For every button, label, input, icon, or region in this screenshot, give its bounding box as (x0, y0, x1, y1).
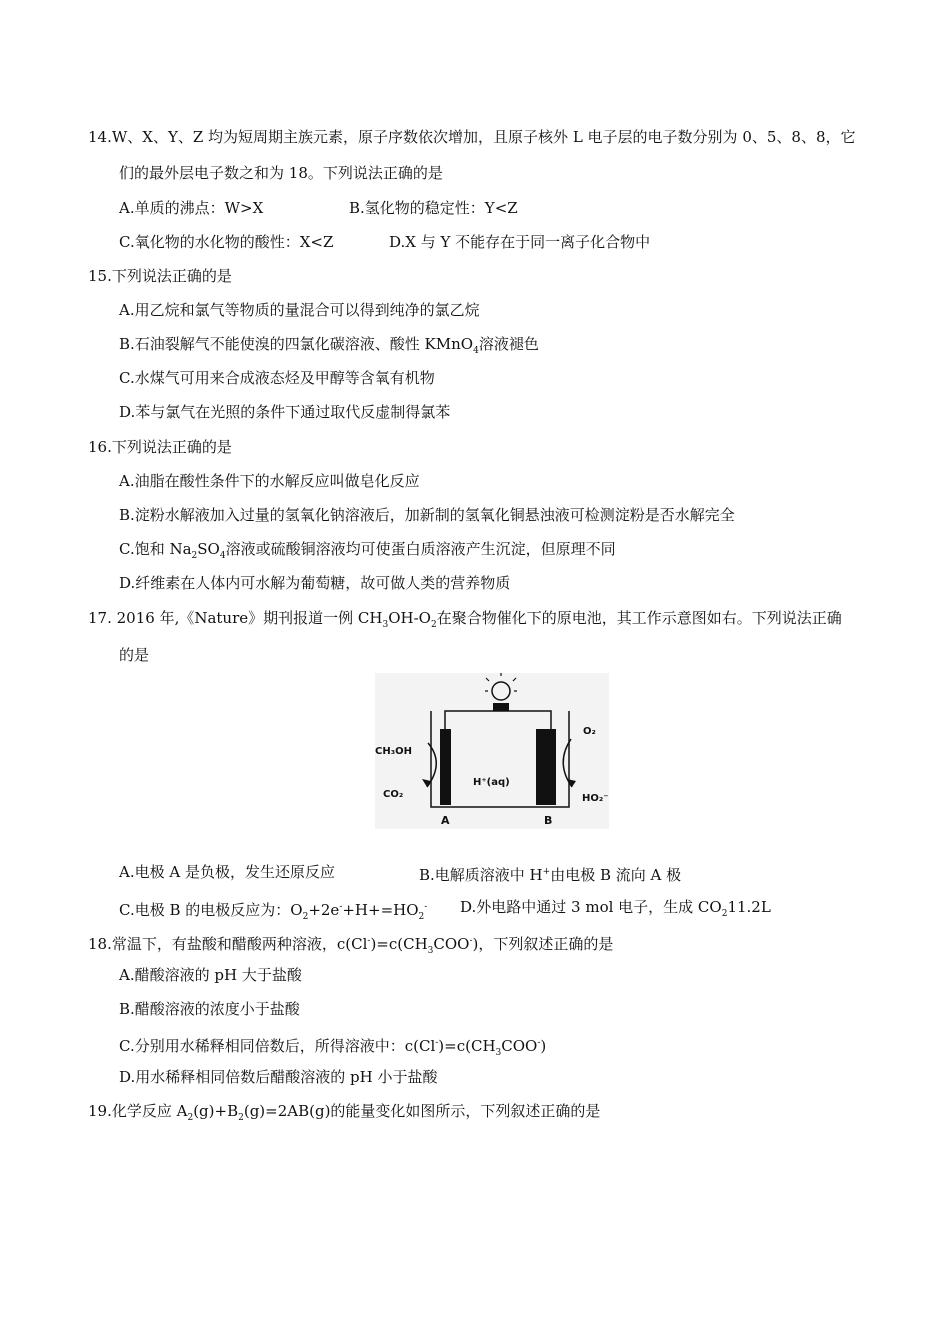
q14-option-c: C.氧化物的水化物的酸性：X<Z (119, 233, 334, 251)
q17-stem-line2: 的是 (119, 646, 150, 664)
label-ch3oh: CH₃OH (375, 746, 412, 757)
q19-stem-text2: (g)+B (193, 1102, 239, 1120)
q17-c-text: C.电极 B 的电极反应为：O (119, 901, 303, 919)
label-electrode-a: A (441, 814, 450, 827)
q17-d-sub: 2 (721, 909, 728, 919)
q17-b-text: B.电解质溶液中 H (419, 866, 543, 884)
q16-c-sub2: 4 (219, 551, 226, 561)
q19-stem-text3: (g)=2AB(g)的能量变化如图所示，下列叙述正确的是 (243, 1102, 601, 1120)
q15-b-text2: 溶液褪色 (478, 335, 539, 353)
q17-d-text2: 11.2L (727, 898, 771, 916)
q19-stem-sub1: 2 (187, 1113, 194, 1123)
q14-option-b: B.氢化物的稳定性：Y<Z (349, 199, 518, 217)
q17-stem-text2: OH-O (388, 609, 431, 627)
q17-b-text2: 由电极 B 流向 A 极 (550, 866, 682, 884)
q18-stem-text: 18.常温下，有盐酸和醋酸两种溶液，c(Cl (88, 935, 368, 953)
label-ho2: HO₂⁻ (582, 793, 609, 804)
q15-b-sub: 4 (473, 346, 479, 356)
q17-stem-line1 (88, 608, 842, 635)
q14-stem-line2: 们的最外层电子数之和为 18。下列说法正确的是 (119, 164, 443, 182)
q17-c-sup2: - (424, 902, 428, 912)
q18-c-sup2: - (537, 1038, 541, 1048)
q19-stem-text: 19.化学反应 A (88, 1102, 188, 1120)
label-electrode-b: B (544, 814, 553, 827)
q16-c-text3: 溶液或硫酸铜溶液均可使蛋白质溶液产生沉淀，但原理不同 (225, 540, 616, 558)
q18-option-c (119, 1033, 546, 1063)
q15-option-a: A.用乙烷和氯气等物质的量混合可以得到纯净的氯乙烷 (119, 301, 480, 319)
q16-stem: 16.下列说法正确的是 (88, 438, 232, 456)
q15-option-c: C.水煤气可用来合成液态烃及甲醇等含氧有机物 (119, 369, 435, 387)
q18-c-text4: ) (540, 1037, 547, 1055)
q18-stem-text4: )，下列叙述正确的是 (472, 935, 614, 953)
q19-stem-sub2: 2 (238, 1113, 244, 1123)
battery-diagram (375, 673, 609, 829)
q18-c-sub: 3 (495, 1048, 502, 1058)
q16-option-d: D.纤维素在人体内可水解为葡萄糖，故可做人类的营养物质 (119, 574, 511, 592)
q14-option-d: D.X 与 Y 不能存在于同一离子化合物中 (389, 233, 651, 251)
q18-c-text: C.分别用水稀释相同倍数后，所得溶液中：c(Cl (119, 1037, 436, 1055)
q18-option-b: B.醋酸溶液的浓度小于盐酸 (119, 1000, 300, 1018)
q18-c-text3: COO (501, 1037, 538, 1055)
q14-stem-line1: 14.W、X、Y、Z 均为短周期主族元素，原子序数依次增加，且原子核外 L 电子层的电子数分别为 0、5、8、8，它 (88, 128, 856, 146)
electrode-a (440, 729, 451, 805)
q19-stem (88, 1101, 600, 1128)
q15-b-text: B.石油裂解气不能使溴的四氯化碳溶液、酸性 KMnO (119, 335, 474, 353)
q16-option-a: A.油脂在酸性条件下的水解反应叫做皂化反应 (119, 472, 420, 490)
q17-c-text2: +2e (308, 901, 340, 919)
q18-c-text2: )=c(CH (438, 1037, 496, 1055)
q17-c-text3: +H+=HO (342, 901, 419, 919)
q18-stem (88, 931, 613, 961)
q15-stem: 15.下列说法正确的是 (88, 267, 232, 285)
q15-option-d: D.苯与氯气在光照的条件下通过取代反虚制得氯苯 (119, 403, 451, 421)
q18-stem-sup: - (367, 936, 371, 946)
q17-option-d (460, 897, 771, 924)
q17-c-sub2: 2 (418, 912, 425, 922)
q17-option-a: A.电极 A 是负极，发生还原反应 (119, 863, 335, 881)
q17-d-text: D.外电路中通过 3 mol 电子，生成 CO (460, 898, 722, 916)
q17-b-sup: + (542, 867, 551, 877)
q17-stem-text: 17. 2016 年,《Nature》期刊报道一例 CH (88, 609, 383, 627)
q17-stem-sub2: 2 (430, 620, 437, 630)
q18-stem-sub: 3 (427, 946, 434, 956)
q18-stem-text3: COO (433, 935, 470, 953)
q18-option-d: D.用水稀释相同倍数后醋酸溶液的 pH 小于盐酸 (119, 1068, 438, 1086)
q18-stem-text2: )=c(CH (370, 935, 428, 953)
q17-option-c (119, 897, 427, 927)
label-electrolyte: H⁺(aq) (473, 777, 510, 788)
q18-stem-sup2: - (469, 936, 473, 946)
q17-c-sup: - (339, 902, 343, 912)
q17-c-sub: 2 (302, 912, 309, 922)
label-co2: CO₂ (383, 789, 404, 800)
q16-c-text: C.饱和 Na (119, 540, 192, 558)
q16-c-sub1: 2 (191, 551, 198, 561)
q18-c-sup: - (435, 1038, 439, 1048)
q16-c-text2: SO (197, 540, 220, 558)
q16-option-c (119, 539, 616, 566)
q15-option-b (119, 334, 539, 361)
q17-stem-sub: 3 (382, 620, 389, 630)
q14-option-a: A.单质的沸点：W>X (119, 199, 264, 217)
q18-option-a: A.醋酸溶液的 pH 大于盐酸 (119, 966, 302, 984)
q17-option-b (419, 862, 681, 885)
electrode-b (536, 729, 556, 805)
label-o2: O₂ (583, 726, 596, 737)
q17-stem-text3: 在聚合物催化下的原电池，其工作示意图如右。下列说法正确 (436, 609, 842, 627)
q16-option-b: B.淀粉水解液加入过量的氢氧化钠溶液后，加新制的氢氧化铜悬浊液可检测淀粉是否水解完全 (119, 506, 735, 524)
